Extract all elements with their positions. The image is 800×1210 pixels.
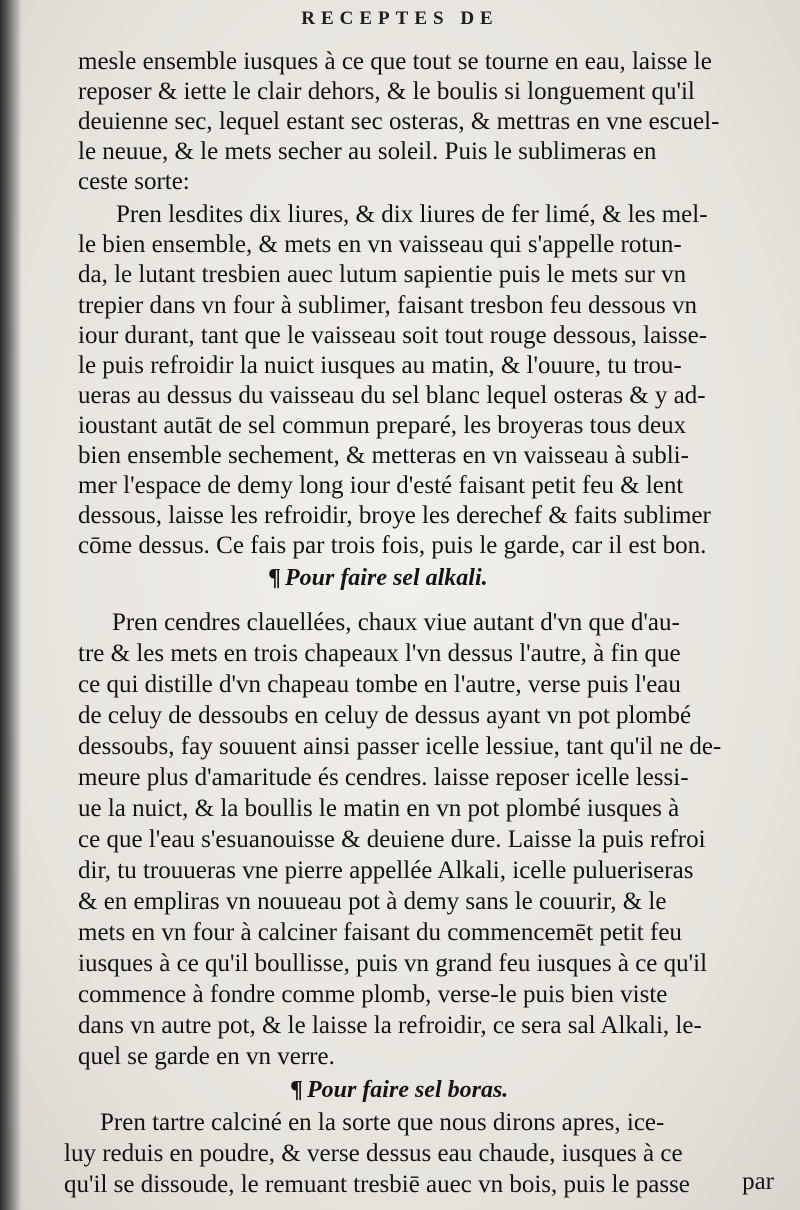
text-line: ceste sorte: xyxy=(78,168,190,195)
text-line: commence à fondre comme plomb, verse-le puis bien viste xyxy=(78,981,668,1008)
text-line: Pren lesdites dix liures, & dix liures de fer limé, & les mel- xyxy=(116,201,708,228)
text-line: bien ensemble sechement, & metteras en vn vaisseau à subli- xyxy=(78,442,689,469)
text-line: dir, tu trouueras vne pierre appellée Alkali, icelle pulueriseras xyxy=(78,857,694,884)
text-line: le bien ensemble, & mets en vn vaisseau qui s'appelle rotun- xyxy=(78,231,682,258)
text-line: trepier dans vn four à sublimer, faisant tresbon feu dessous vn xyxy=(78,292,697,319)
catchword: par xyxy=(742,1168,774,1195)
text-line: mer l'espace de demy long iour d'esté faisant petit feu & lent xyxy=(78,472,684,499)
text-line: tre & les mets en trois chapeaux l'vn dessus l'autre, à fin que xyxy=(78,640,681,667)
text-line: quel se garde en vn verre. xyxy=(78,1043,335,1070)
text-line: dessous, laisse les refroidir, broye les derechef & faits sublimer xyxy=(78,502,711,529)
text-line: reposer & iette le clair dehors, & le boulis si longuement qu'il xyxy=(78,78,695,105)
text-line: ue la nuict, & la boullis le matin en vn pot plombé iusques à xyxy=(78,795,680,822)
text-line: meure plus d'amaritude és cendres. laisse reposer icelle lessi- xyxy=(78,764,689,791)
text-line: de celuy de dessoubs en celuy de dessus ayant vn pot plombé xyxy=(78,702,692,729)
section-heading-text: Pour faire sel alkali. xyxy=(284,565,488,591)
section-heading-text: Pour faire sel boras. xyxy=(306,1077,509,1103)
page-gutter-shadow xyxy=(0,0,22,1210)
text-line: le puis refroidir la nuict iusques au matin, & l'ouure, tu trou- xyxy=(78,352,682,379)
text-line: deuienne sec, lequel estant sec osteras, & mettras en vne escuel- xyxy=(78,108,720,135)
text-line: iour durant, tant que le vaisseau soit tout rouge dessous, laisse- xyxy=(78,322,708,349)
text-line: cōme dessus. Ce fais par trois fois, puis le garde, car il est bon. xyxy=(78,532,707,559)
text-line: luy reduis en poudre, & verse dessus eau chaude, iusques à ce xyxy=(64,1140,683,1167)
text-line: ueras au dessus du vaisseau du sel blanc lequel osteras & y ad- xyxy=(78,382,706,409)
text-line: da, le lutant tresbien auec lutum sapientie puis le mets sur vn xyxy=(78,261,687,288)
pilcrow-mark: ¶ xyxy=(268,565,281,591)
text-line: mets en vn four à calciner faisant du commencemēt petit feu xyxy=(78,919,682,946)
text-line: le neuue, & le mets secher au soleil. Puis le sublimeras en xyxy=(78,138,657,165)
text-line: & en empliras vn nouueau pot à demy sans le couurir, & le xyxy=(78,888,667,915)
text-line: dessoubs, fay souuent ainsi passer icelle lessiue, tant qu'il ne de- xyxy=(78,733,722,760)
text-line: ce que l'eau s'esuanouisse & deuiene dure. Laisse la puis refroi xyxy=(78,826,706,853)
text-line: ioustant autāt de sel commun preparé, les broyeras tous deux xyxy=(78,412,687,439)
text-line: iusques à ce qu'il boullisse, puis vn grand feu iusques à ce qu'il xyxy=(78,950,708,977)
text-line: qu'il se dissoude, le remuant tresbiē auec vn bois, puis le passe xyxy=(64,1171,690,1198)
section-heading xyxy=(290,1077,508,1104)
text-line: ce qui distille d'vn chapeau tombe en l'autre, verse puis l'eau xyxy=(78,671,681,698)
pilcrow-mark: ¶ xyxy=(290,1077,303,1103)
running-header: RECEPTES DE xyxy=(301,8,499,29)
text-line: dans vn autre pot, & le laisse la refroidir, ce sera sal Alkali, le- xyxy=(78,1012,702,1039)
text-line: Pren cendres clauellées, chaux viue autant d'vn que d'au- xyxy=(112,609,680,636)
text-line: mesle ensemble iusques à ce que tout se tourne en eau, laisse le xyxy=(78,48,712,75)
text-line: Pren tartre calciné en la sorte que nous dirons apres, ice- xyxy=(100,1109,665,1136)
section-heading xyxy=(268,565,488,592)
